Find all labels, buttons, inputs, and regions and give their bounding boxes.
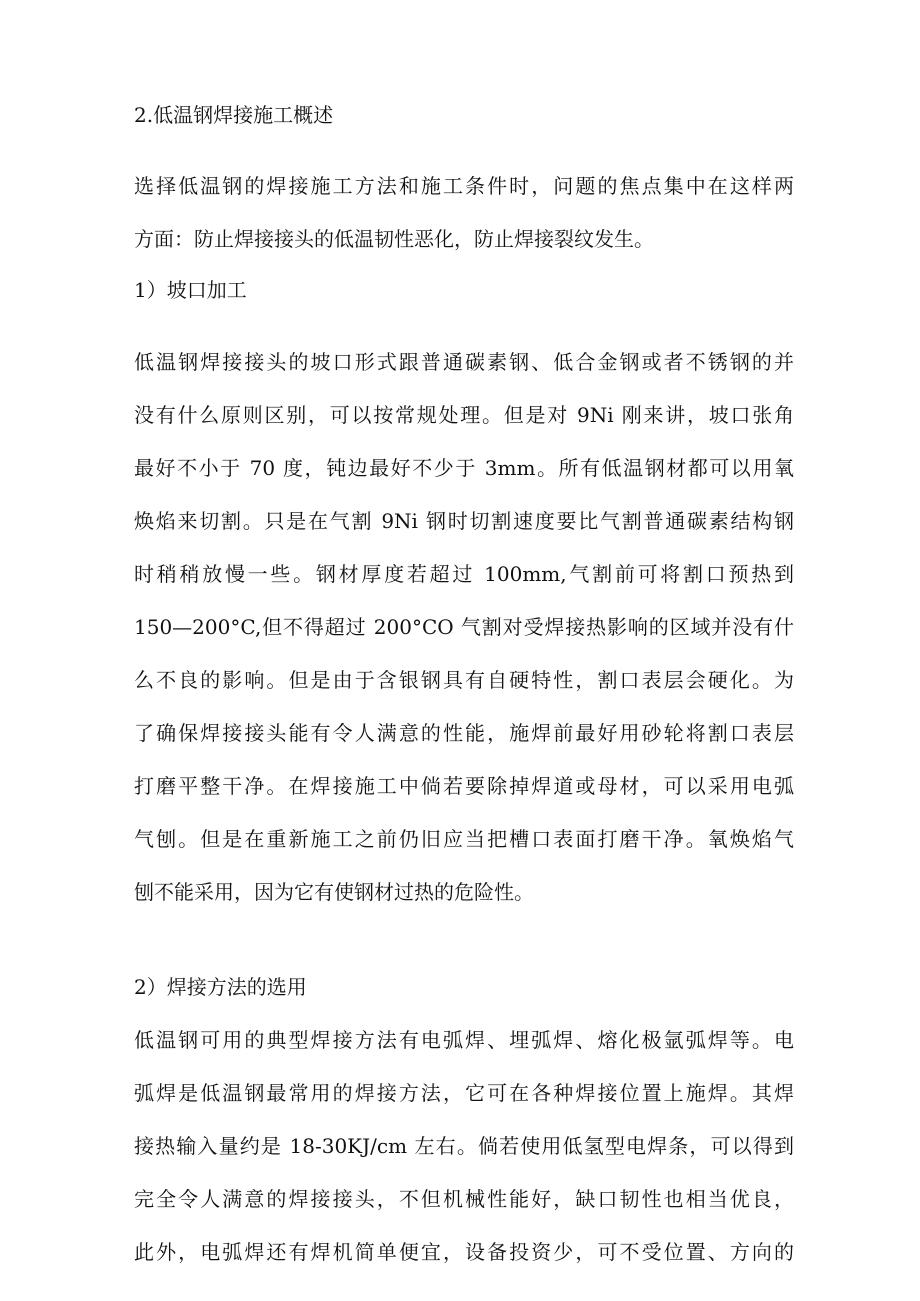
method-line-3: 接热输入量约是 18-30KJ∕cm 左右。倘若使用低氢型电焊条，可以得到 <box>134 1134 794 1158</box>
method-line-1: 低温钢可用的典型焊接方法有电弧焊、埋弧焊、熔化极氩弧焊等。电 <box>134 1028 794 1052</box>
intro-line-1: 选择低温钢的焊接施工方法和施工条件时，问题的焦点集中在这样两 <box>134 174 794 198</box>
groove-line-4: 焕焰来切割。只是在气割 9Ni 钢时切割速度要比气割普通碳素结构钢 <box>134 509 794 533</box>
method-line-5: 此外，电弧焊还有焊机简单便宜，设备投资少，可不受位置、方向的 <box>134 1240 794 1264</box>
groove-line-2: 没有什么原则区别，可以按常规处理。但是对 9Ni 刚来讲，坡口张角 <box>134 403 794 427</box>
groove-line-11: 刨不能采用，因为它有使钢材过热的危险性。 <box>134 880 534 904</box>
groove-line-3: 最好不小于 70 度，钝边最好不少于 3mm。所有低温钢材都可以用氧 <box>134 456 794 480</box>
groove-line-9: 打磨平整干净。在焊接施工中倘若要除掉焊道或母材，可以采用电弧 <box>134 774 794 798</box>
groove-line-6: 150—200°C,但不得超过 200°CO 气割对受焊接热影响的区域并没有什 <box>134 615 794 639</box>
subsection-heading-welding-method: 2）焊接方法的选用 <box>134 975 307 999</box>
groove-line-5: 时稍稍放慢一些。钢材厚度若超过 100mm,气割前可将割口预热到 <box>134 562 794 586</box>
method-line-2: 弧焊是低温钢最常用的焊接方法，它可在各种焊接位置上施焊。其焊 <box>134 1081 794 1105</box>
method-line-4: 完全令人满意的焊接接头，不但机械性能好，缺口韧性也相当优良， <box>134 1187 794 1211</box>
intro-line-2: 方面：防止焊接接头的低温韧性恶化，防止焊接裂纹发生。 <box>134 227 654 251</box>
section-heading: 2.低温钢焊接施工概述 <box>134 103 334 127</box>
groove-line-1: 低温钢焊接接头的坡口形式跟普通碳素钢、低合金钢或者不锈钢的并 <box>134 350 794 374</box>
subsection-heading-groove: 1）坡口加工 <box>134 278 247 302</box>
groove-line-10: 气刨。但是在重新施工之前仍旧应当把槽口表面打磨干净。氧焕焰气 <box>134 827 794 851</box>
groove-line-8: 了确保焊接接头能有令人满意的性能，施焊前最好用砂轮将割口表层 <box>134 721 794 745</box>
groove-line-7: 么不良的影响。但是由于含银钢具有自硬特性，割口表层会硬化。为 <box>134 668 794 692</box>
